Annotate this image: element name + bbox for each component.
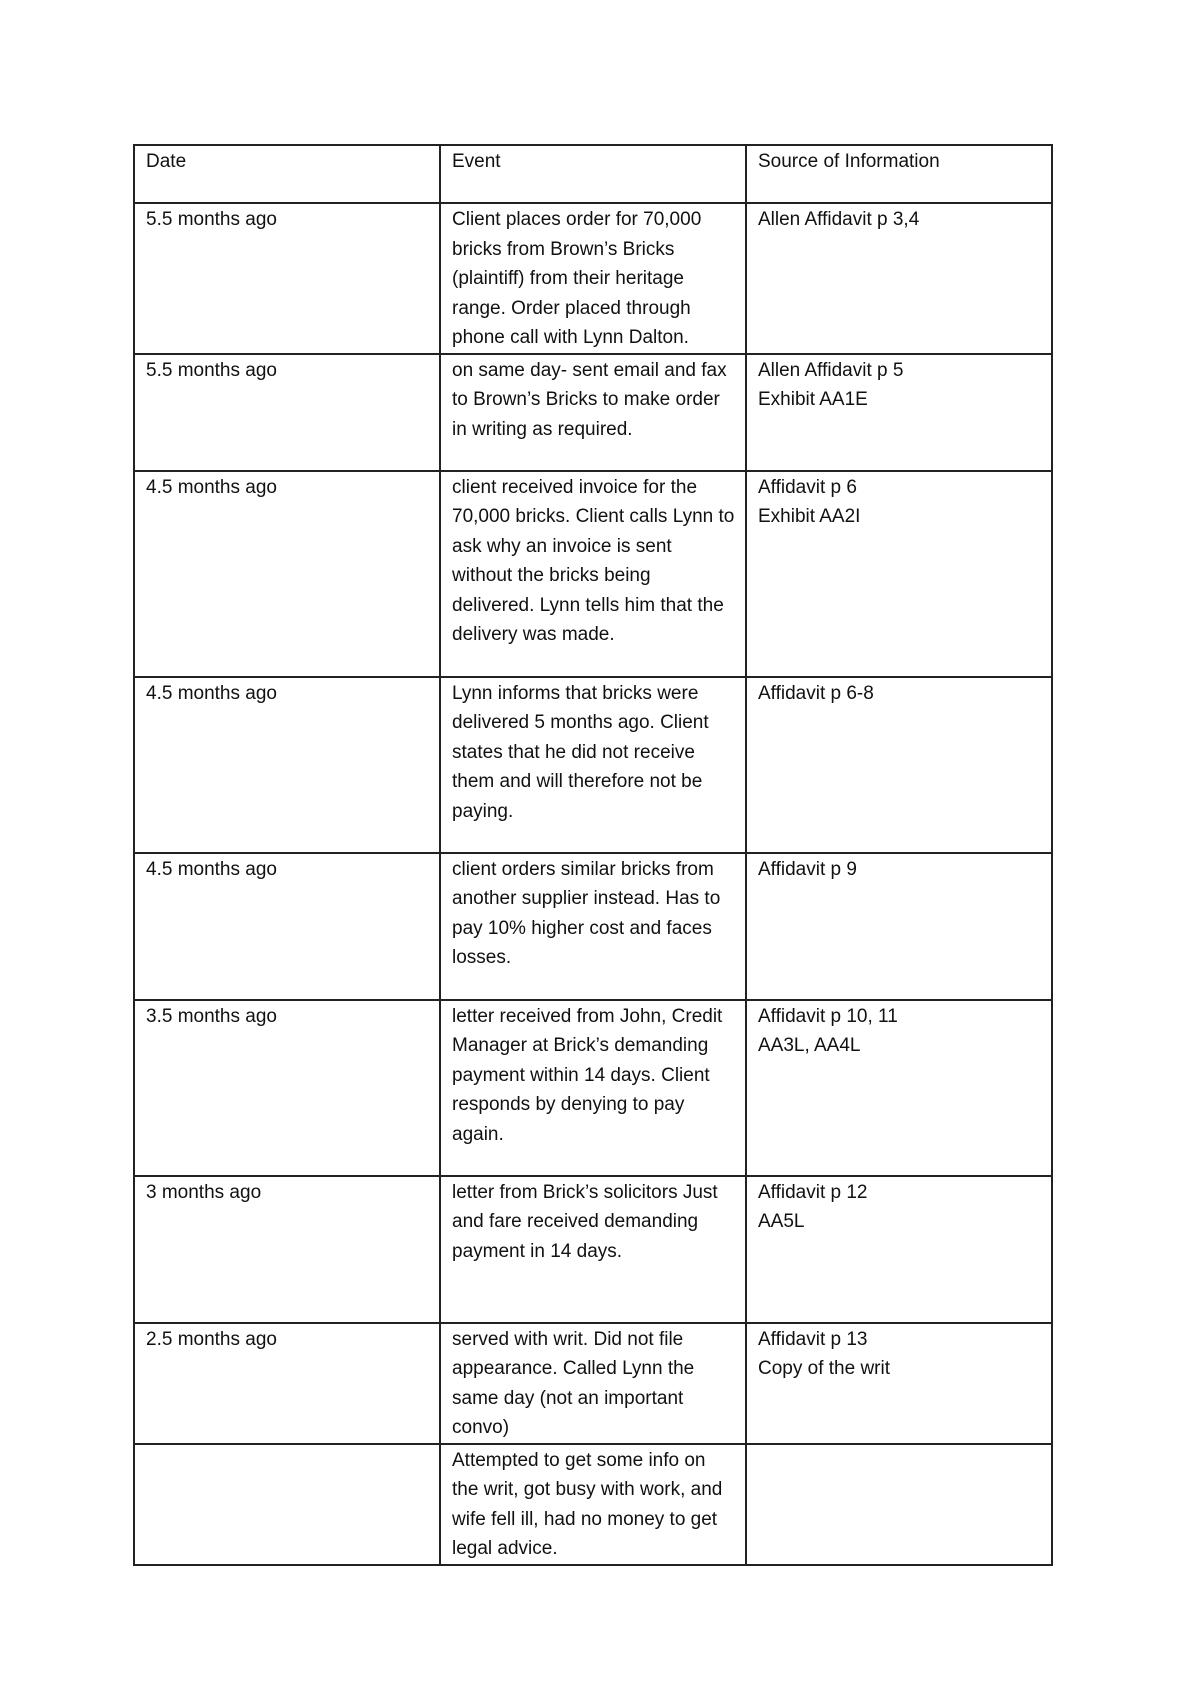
date-cell: 5.5 months ago <box>134 203 440 354</box>
event-cell: letter from Brick’s solicitors Just and fare received demanding payment in 14 days. <box>440 1176 746 1323</box>
date-cell: 4.5 months ago <box>134 677 440 853</box>
source-cell: Affidavit p 6 Exhibit AA2I <box>746 471 1052 677</box>
date-cell: 3 months ago <box>134 1176 440 1323</box>
source-cell <box>746 1444 1052 1565</box>
date-cell: 3.5 months ago <box>134 1000 440 1176</box>
table-row <box>134 471 1052 677</box>
source-cell: Affidavit p 6-8 <box>746 677 1052 853</box>
event-cell: on same day- sent email and fax to Brown’s Bricks to make order in writing as required. <box>440 354 746 471</box>
event-cell: Client places order for 70,000 bricks from Brown’s Bricks (plaintiff) from their heritage range. Order placed through phone call with Lynn Dalton. <box>440 203 746 354</box>
source-cell: Affidavit p 13 Copy of the writ <box>746 1323 1052 1444</box>
header-date: Date <box>134 145 440 203</box>
table-row <box>134 1176 1052 1323</box>
date-cell: 4.5 months ago <box>134 853 440 1000</box>
header-row <box>134 145 1052 203</box>
event-cell: Lynn informs that bricks were delivered 5 months ago. Client states that he did not receive them and will therefore not be paying. <box>440 677 746 853</box>
event-cell: client received invoice for the 70,000 bricks. Client calls Lynn to ask why an invoice is sent without the bricks being delivered. Lynn tells him that the delivery was made. <box>440 471 746 677</box>
header-event: Event <box>440 145 746 203</box>
date-cell: 5.5 months ago <box>134 354 440 471</box>
timeline-table <box>133 144 1053 1566</box>
source-cell: Allen Affidavit p 5 Exhibit AA1E <box>746 354 1052 471</box>
event-cell: client orders similar bricks from another supplier instead. Has to pay 10% higher cost and faces losses. <box>440 853 746 1000</box>
table-row <box>134 1444 1052 1565</box>
source-cell: Affidavit p 10, 11 AA3L, AA4L <box>746 1000 1052 1176</box>
event-cell: letter received from John, Credit Manager at Brick’s demanding payment within 14 days. Client responds by denying to pay again. <box>440 1000 746 1176</box>
event-cell: Attempted to get some info on the writ, got busy with work, and wife fell ill, had no money to get legal advice. <box>440 1444 746 1565</box>
date-cell <box>134 1444 440 1565</box>
source-cell: Affidavit p 9 <box>746 853 1052 1000</box>
table-row <box>134 1000 1052 1176</box>
source-cell: Affidavit p 12 AA5L <box>746 1176 1052 1323</box>
table-row <box>134 677 1052 853</box>
table-row <box>134 1323 1052 1444</box>
date-cell: 4.5 months ago <box>134 471 440 677</box>
header-source: Source of Information <box>746 145 1052 203</box>
source-cell: Allen Affidavit p 3,4 <box>746 203 1052 354</box>
table-row <box>134 203 1052 354</box>
event-cell: served with writ. Did not file appearance. Called Lynn the same day (not an important convo) <box>440 1323 746 1444</box>
table-row <box>134 853 1052 1000</box>
table-row <box>134 354 1052 471</box>
date-cell: 2.5 months ago <box>134 1323 440 1444</box>
